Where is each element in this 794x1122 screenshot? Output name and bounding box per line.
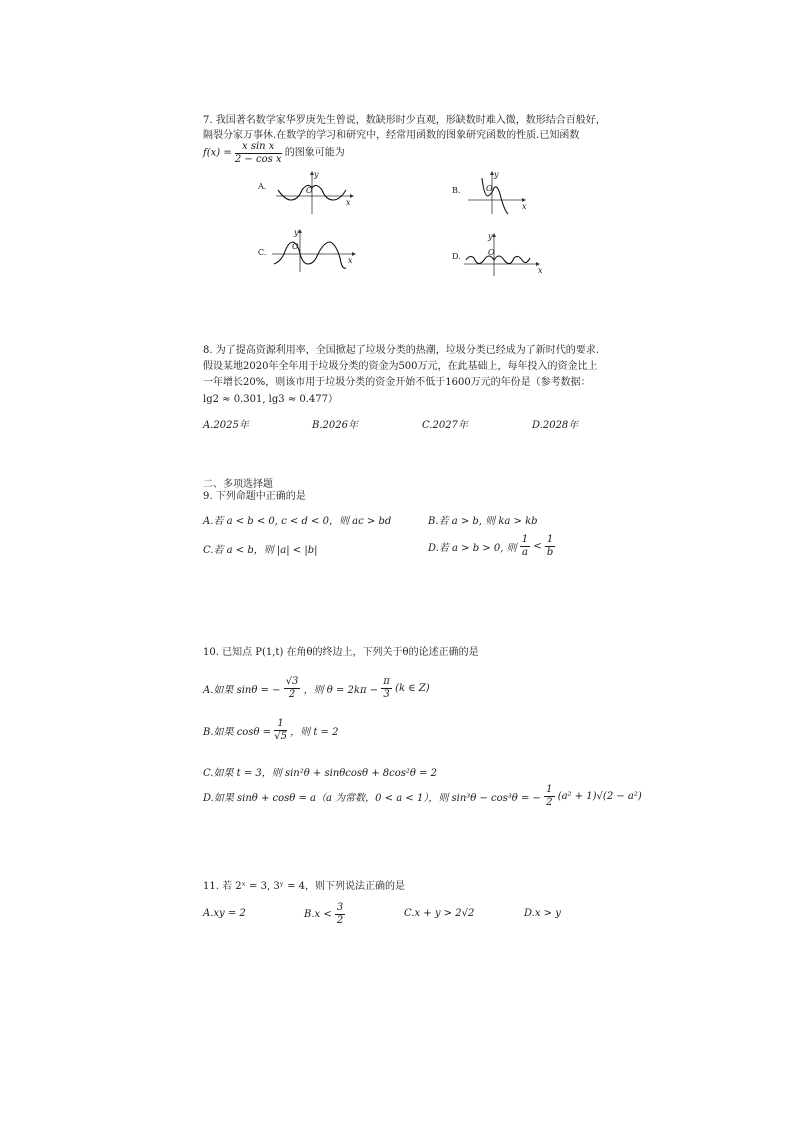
q9-option-a: A.若 a < b < 0, c < d < 0，则 ac > bd: [203, 516, 392, 527]
q10-option-a: [203, 676, 430, 706]
q11-option-b: [304, 902, 345, 932]
q8-option-a: A.2025年: [203, 420, 249, 431]
q10-option-d: [203, 784, 642, 814]
graph-c-y: y: [294, 228, 299, 237]
q7-graph-b: [452, 170, 532, 216]
q10-a-frac2: [381, 676, 392, 701]
q10-a-frac1: [284, 676, 301, 701]
q8-line3: 一年增长20%，则该市用于垃圾分类的资金开始不低于1600万元的年份是（参考数据：: [203, 377, 591, 388]
graph-a-o: O: [306, 186, 313, 195]
q10-a-frac2-num: π: [383, 676, 390, 687]
q7-graph-a: [258, 170, 368, 216]
q9-option-c: C.若 a < b，则 |a| < |b|: [203, 545, 318, 556]
graph-a-y: y: [314, 170, 319, 179]
q10-d-frac-den: 2: [546, 797, 553, 808]
q10-b-tail: ，则 t = 2: [290, 727, 339, 738]
q8-line4: lg2 ≈ 0.301, lg3 ≈ 0.477）: [203, 394, 339, 405]
q9-option-d: [428, 534, 555, 564]
q7-line1: 7. 我国著名数学家华罗庚先生曾说，数缺形时少直观，形缺数时难入微，数形结合百般好，: [203, 115, 606, 126]
q10-a-tail: (k ∈ Z): [395, 683, 430, 694]
q9-d-frac2: [545, 534, 555, 559]
q8-line1: 8. 为了提高资源利用率，全国掀起了垃圾分类的热潮，垃圾分类已经成为了新时代的要求.: [203, 345, 599, 356]
graph-c-label: C.: [258, 248, 267, 257]
q8-option-d: D.2028年: [532, 420, 579, 431]
q9-d-frac1: [520, 534, 530, 559]
q7-function-line: [203, 141, 345, 169]
q11-option-d: D.x > y: [524, 908, 561, 919]
q10-a-frac1-den: 2: [288, 689, 296, 700]
q10-d-frac: [544, 784, 554, 809]
q9-d-mid: <: [533, 541, 542, 552]
q11-b-pre: B.x <: [304, 909, 332, 920]
q10-d-pre: D.如果 sinθ + cosθ = a（a 为常数，0 < a < 1），则 sin³θ − cos³θ = −: [203, 793, 541, 804]
q10-b-pre: B.如果 cosθ =: [203, 727, 272, 738]
graph-b-plot: [452, 170, 532, 216]
graph-a-plot: [258, 170, 368, 216]
graph-b-o: O: [486, 184, 493, 193]
q7-func-lhs: f(x) =: [203, 147, 232, 159]
q11-b-frac: [335, 902, 345, 927]
graph-d-plot: [452, 232, 552, 278]
q10-option-b: [203, 718, 338, 748]
q9-d-pre: D.若 a > b > 0, 则: [428, 543, 517, 554]
graph-c-o: O: [292, 242, 299, 251]
q11-stem: 11. 若 2ˣ = 3, 3ʸ = 4，则下列说法正确的是: [203, 881, 406, 892]
q10-b-frac-den: √5: [274, 731, 287, 742]
q10-d-tail: (a² + 1)√(2 − a²): [557, 791, 642, 802]
q7-line2: 隔裂分家万事休.在数学的学习和研究中，经常用函数的图象研究函数的性质.已知函数: [203, 130, 580, 141]
q9-d-frac2-num: 1: [546, 534, 554, 545]
q11-b-frac-den: 2: [336, 915, 344, 926]
q7-graph-c: [258, 228, 368, 274]
graph-d-y: y: [488, 232, 493, 241]
q9-d-frac1-num: 1: [521, 534, 529, 545]
q7-func-num: x sin x: [235, 141, 282, 154]
q7-func-den: 2 − cos x: [234, 154, 282, 165]
q7-func-fraction: [235, 141, 282, 166]
graph-a-label: A.: [258, 182, 267, 191]
q10-b-frac: [274, 718, 287, 743]
q10-d-frac-num: 1: [546, 784, 553, 795]
q9-option-b: B.若 a > b, 则 ka > kb: [428, 516, 538, 527]
q9-stem: 9. 下列命题中正确的是: [203, 491, 306, 502]
q9-d-frac1-den: a: [521, 547, 528, 558]
q10-stem: 10. 已知点 P(1,t) 在角θ的终边上，下列关于θ的论述正确的是: [203, 647, 479, 658]
graph-b-x: x: [522, 202, 527, 211]
graph-b-y: y: [494, 170, 499, 179]
q10-a-pre: A.如果 sinθ = −: [203, 685, 281, 696]
q11-option-a: A.xy = 2: [203, 908, 246, 919]
section-title: 二、多项选择题: [203, 479, 273, 490]
q10-b-frac-num: 1: [274, 718, 287, 731]
graph-b-label: B.: [452, 186, 461, 195]
graph-d-x: x: [538, 266, 543, 275]
q8-line2: 假设某地2020年全年用于垃圾分类的资金为500万元，在此基础上，每年投入的资金比上: [203, 361, 598, 372]
q8-option-b: B.2026年: [312, 420, 358, 431]
q10-a-frac2-den: 3: [383, 689, 390, 700]
graph-c-x: x: [348, 256, 353, 265]
q11-option-c: C.x + y > 2√2: [404, 908, 475, 919]
graph-d-label: D.: [452, 252, 461, 261]
q7-func-tail: 的图象可能为: [284, 147, 345, 159]
q10-a-frac1-num: √3: [285, 676, 299, 687]
q10-option-c: C.如果 t = 3，则 sin²θ + sinθcosθ + 8cos²θ = 2: [203, 768, 438, 779]
q11-b-frac-num: 3: [336, 902, 344, 913]
q7-graph-d: [452, 232, 552, 278]
graph-c-plot: [258, 228, 368, 274]
graph-d-o: O: [488, 248, 495, 257]
graph-a-x: x: [346, 198, 351, 207]
q9-d-frac2-den: b: [546, 547, 554, 558]
q8-option-c: C.2027年: [422, 420, 468, 431]
q10-a-mid: ，则 θ = 2kπ −: [303, 685, 379, 696]
